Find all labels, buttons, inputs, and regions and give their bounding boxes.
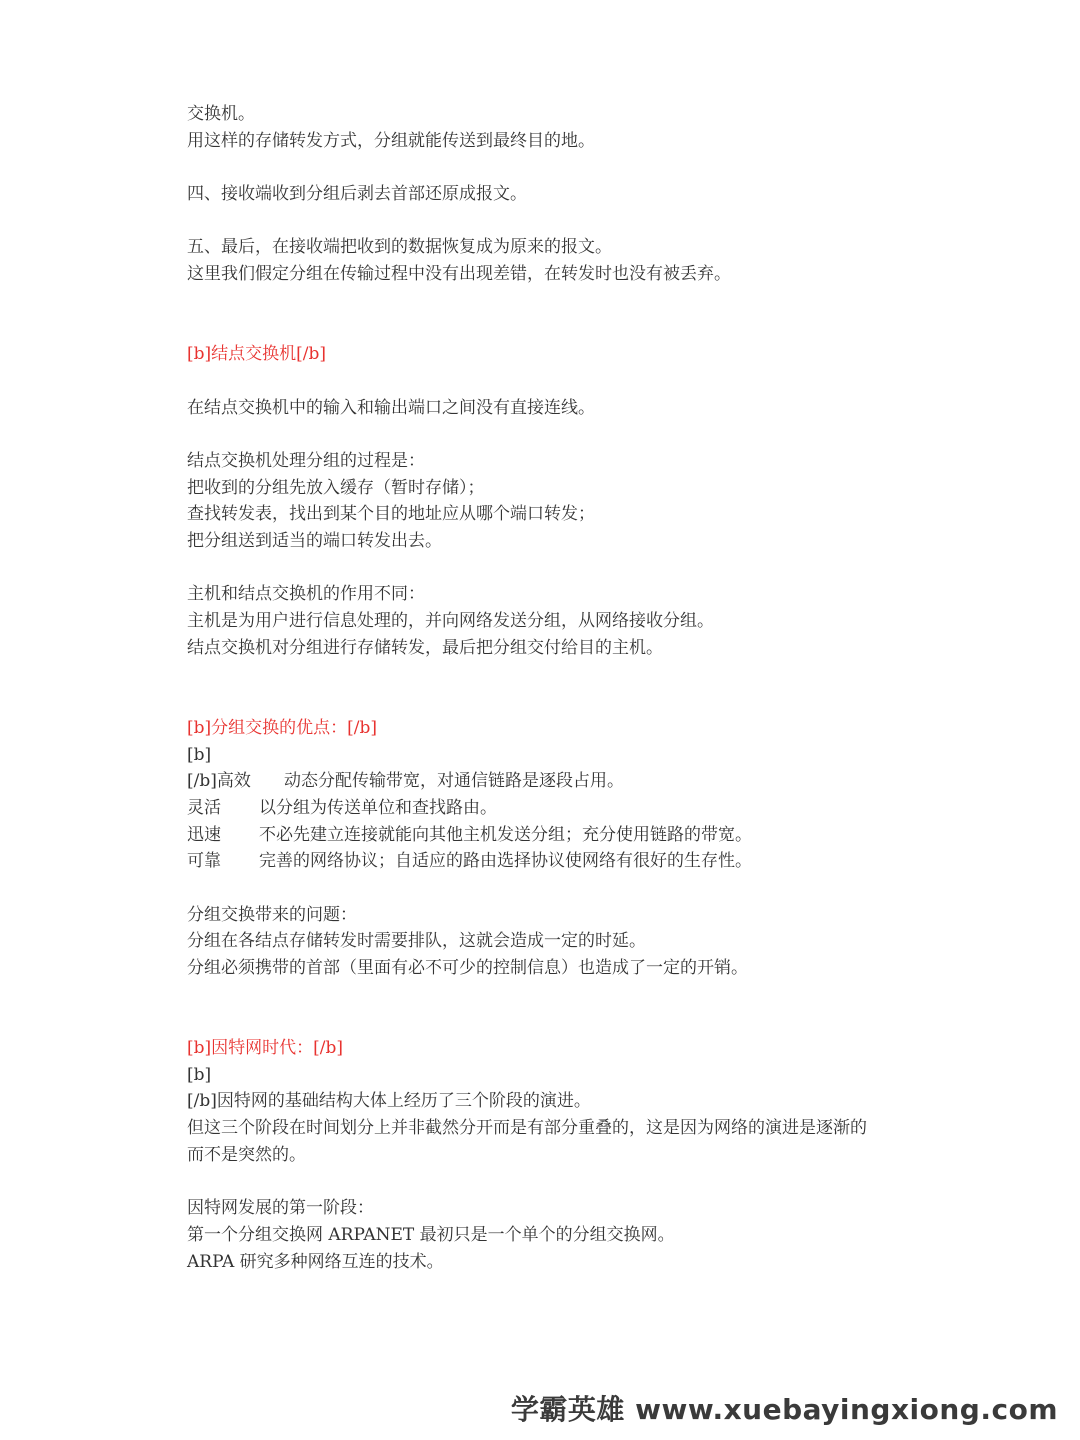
text-line: 分组交换带来的问题： (187, 904, 357, 925)
text-line: 把收到的分组先放入缓存（暂时存储）； (187, 477, 485, 498)
text-line: 结点交换机对分组进行存储转发，最后把分组交付给目的主机。 (187, 637, 663, 658)
text-line: 交换机。 (187, 104, 255, 124)
advantage-desc: 不必先建立连接就能向其他主机发送分组；充分使用链路的带宽。 (259, 824, 752, 845)
text-line: 在结点交换机中的输入和输出端口之间没有直接连线。 (187, 397, 595, 418)
section-heading-advantages: [b]分组交换的优点：[/b] (187, 717, 378, 738)
advantage-item (187, 795, 907, 822)
text-line: 因特网发展的第一阶段： (187, 1198, 374, 1219)
advantage-term: [/b]高效 (187, 771, 251, 792)
advantage-desc: 完善的网络协议；自适应的路由选择协议使网络有很好的生存性。 (259, 851, 752, 872)
document-page (187, 101, 907, 1275)
text-line: 主机是为用户进行信息处理的，并向网络发送分组，从网络接收分组。 (187, 611, 714, 632)
text-line: [/b]因特网的基础结构大体上经历了三个阶段的演进。 (187, 1091, 591, 1112)
advantage-desc: 动态分配传输带宽，对通信链路是逐段占用。 (284, 771, 624, 792)
section-heading-internet-era: [b]因特网时代：[/b] (187, 1038, 344, 1059)
advantage-item (187, 768, 907, 795)
text-line: 用这样的存储转发方式，分组就能传送到最终目的地。 (187, 130, 595, 151)
advantage-item (187, 848, 907, 875)
advantage-term: 可靠 (187, 851, 221, 872)
site-watermark: 学霸英雄 www.xuebayingxiong.com (510, 1393, 1058, 1426)
text-line: 主机和结点交换机的作用不同： (187, 584, 425, 605)
text-line: 四、接收端收到分组后剥去首部还原成报文。 (187, 184, 527, 205)
advantage-term: 迅速 (187, 824, 221, 845)
text-line: [b] (187, 744, 212, 765)
text-line: [b] (187, 1064, 212, 1085)
text-line: 而不是突然的。 (187, 1144, 306, 1165)
text-line: 但这三个阶段在时间划分上并非截然分开而是有部分重叠的，这是因为网络的演进是逐渐的 (187, 1118, 867, 1139)
text-line: 这里我们假定分组在传输过程中没有出现差错，在转发时也没有被丢弃。 (187, 264, 731, 285)
section-heading-node-switch: [b]结点交换机[/b] (187, 344, 327, 365)
advantage-desc: 以分组为传送单位和查找路由。 (259, 797, 497, 818)
text-line: 五、最后，在接收端把收到的数据恢复成为原来的报文。 (187, 237, 612, 258)
text-line: 把分组送到适当的端口转发出去。 (187, 531, 442, 552)
advantage-item (187, 822, 907, 849)
advantage-term: 灵活 (187, 797, 221, 818)
text-line: 分组必须携带的首部（里面有必不可少的控制信息）也造成了一定的开销。 (187, 958, 748, 979)
text-line: 结点交换机处理分组的过程是： (187, 450, 425, 471)
text-line: 第一个分组交换网 ARPANET 最初只是一个单个的分组交换网。 (187, 1224, 675, 1245)
text-line: ARPA 研究多种网络互连的技术。 (187, 1251, 444, 1272)
text-line: 分组在各结点存储转发时需要排队，这就会造成一定的时延。 (187, 931, 646, 952)
text-line: 查找转发表，找出到某个目的地址应从哪个端口转发； (187, 504, 595, 525)
